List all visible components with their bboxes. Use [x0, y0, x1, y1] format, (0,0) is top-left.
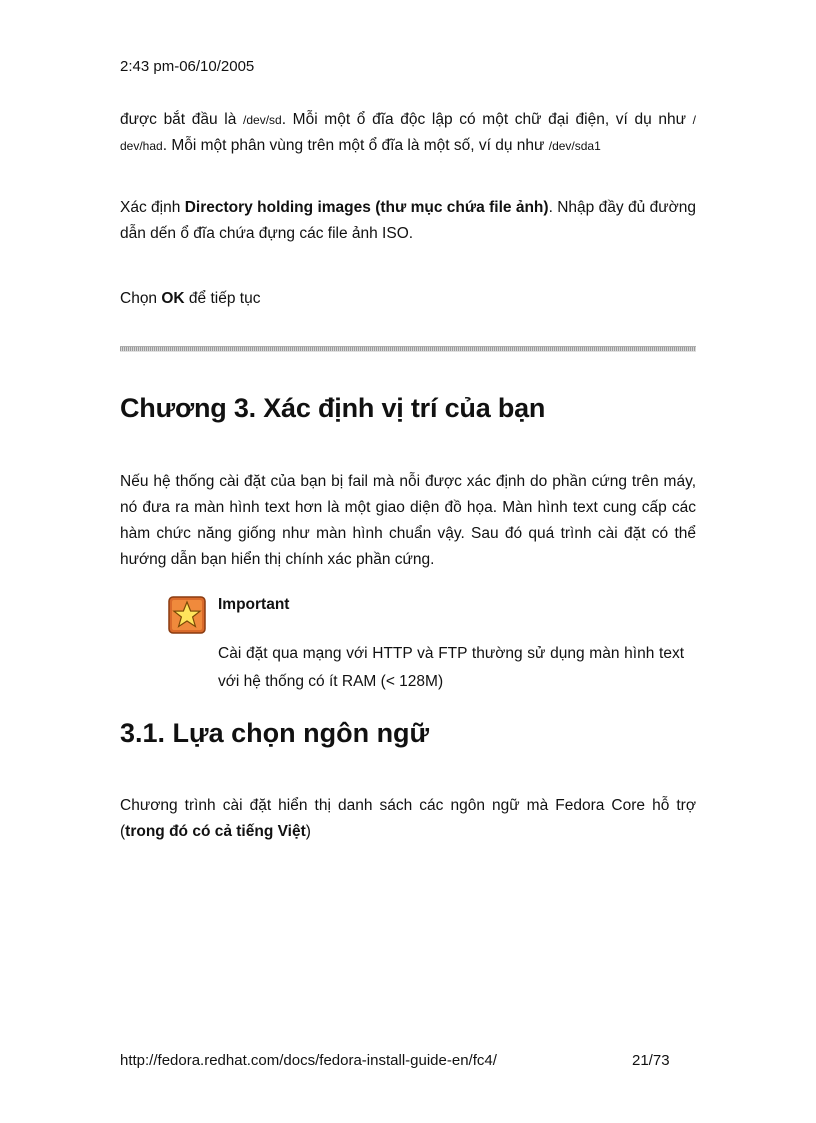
text: được bắt đầu là: [120, 111, 244, 128]
text: . Mỗi một ổ đĩa độc lập có một chữ đại điện, ví dụ như: [281, 111, 693, 128]
footer-url: http://fedora.redhat.com/docs/fedora-install-guide-en/fc4/: [120, 1052, 497, 1069]
text: . Nhập đầy đủ đường dẫn dến ổ đĩa chứa đựng các file ảnh ISO.: [120, 199, 696, 242]
print-timestamp: 2:43 pm-06/10/2005: [120, 58, 255, 75]
text: Chương trình cài đặt hiển thị danh sách các ngôn ngữ mà Fedora Core hỗ trợ (: [120, 797, 696, 840]
paragraph-text-mode: Nếu hệ thống cài đặt của bạn bị fail mà nỗi được xác định do phần cứng trên máy, nó đưa ra màn hình text hơn là một giao diện đồ họa. Màn hình text cung cấp các hàm chức năng giống như màn hình chuẩn vậy. Sau đó quá trình cài đặt có thể hướng dẫn bạn hiển thị chính xác phần cứng.: [120, 473, 696, 568]
bold-text: trong đó có cả tiếng Việt: [125, 823, 306, 840]
paragraph-device-naming: [120, 107, 696, 159]
text: để tiếp tục: [184, 290, 261, 307]
paragraph-directory: [120, 195, 696, 247]
note-body: Cài đặt qua mạng với HTTP và FTP thường sử dụng màn hình text với hệ thống có ít RAM (< 128M): [218, 645, 684, 690]
text: ): [305, 823, 311, 840]
horizontal-divider: [120, 346, 696, 352]
note-title: Important: [218, 596, 290, 613]
star-icon: [168, 596, 206, 634]
code-text: /dev/sda1: [548, 139, 601, 153]
bold-text: OK: [161, 290, 185, 307]
paragraph-ok: [120, 286, 696, 312]
section-title: 3.1. Lựa chọn ngôn ngữ: [120, 718, 430, 748]
code-text: / dev/had: [120, 113, 697, 153]
code-text: /dev/sd: [243, 113, 282, 127]
page-number: 21/73: [632, 1052, 670, 1069]
text: Xác định: [120, 199, 185, 216]
chapter-title: Chương 3. Xác định vị trí của bạn: [120, 393, 546, 423]
paragraph-language: [120, 793, 696, 845]
bold-text: Directory holding images (thư mục chứa file ảnh): [184, 199, 549, 216]
text: . Mỗi một phân vùng trên một ổ đĩa là một số, ví dụ như: [162, 137, 549, 154]
text: Chọn: [120, 290, 162, 307]
